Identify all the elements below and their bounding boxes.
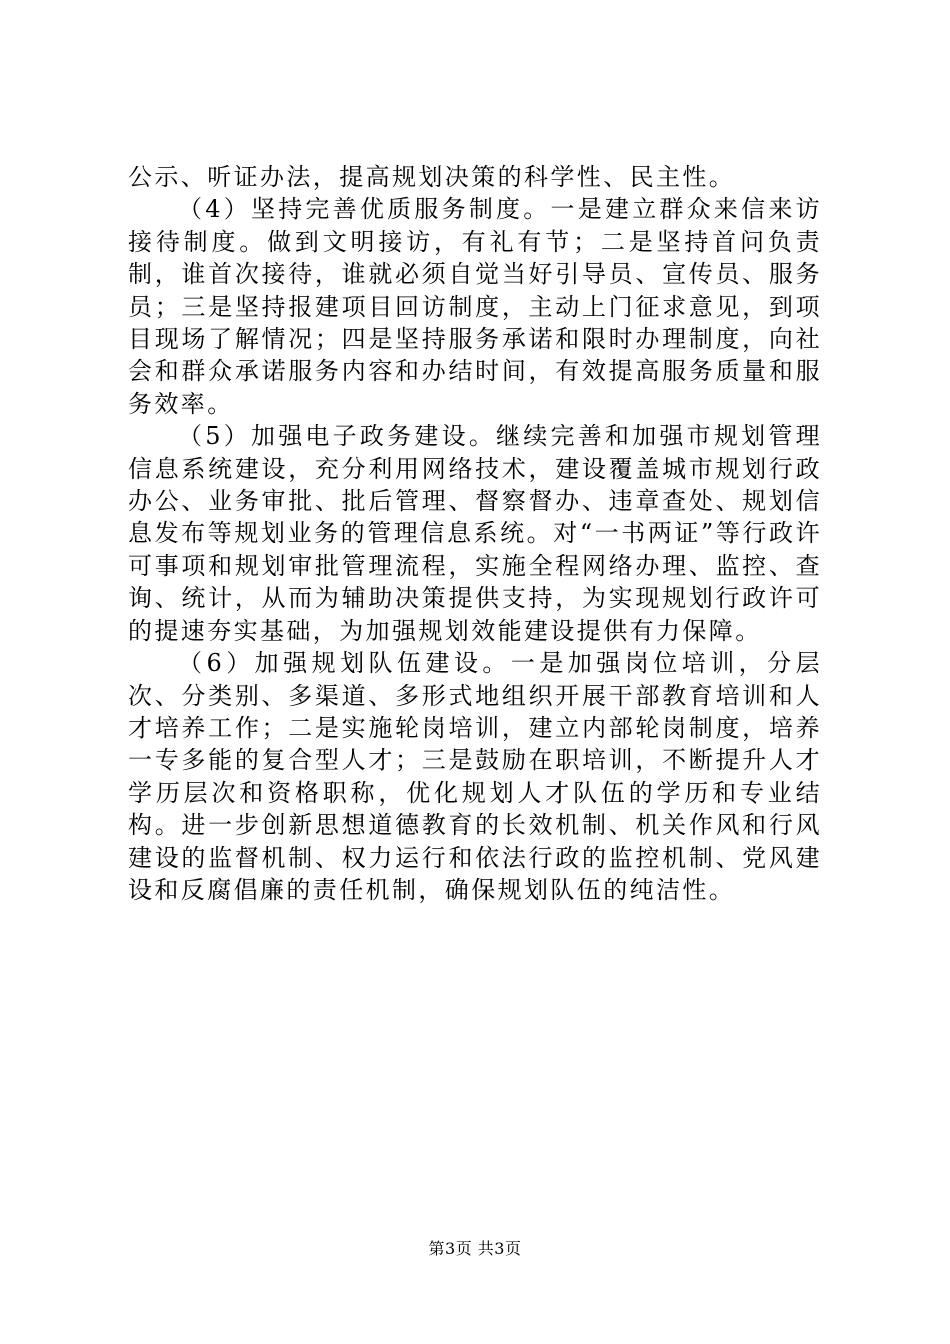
document-body — [128, 161, 822, 906]
paragraph-service-system: （4）坚持完善优质服务制度。一是建立群众来信来访接待制度。做到文明接访，有礼有节；二是坚持首问负责制，谁首次接待，谁就必须自觉当好引导员、宣传员、服务员；三是坚持报建项目回访制度，主动上门征求意见，到项目现场了解情况；四是坚持服务承诺和限时办理制度，向社会和群众承诺服务内容和办结时间，有效提高服务质量和服务效率。 — [128, 195, 822, 418]
paragraph-continuation: 公示、听证办法，提高规划决策的科学性、民主性。 — [128, 163, 736, 191]
paragraph-e-government: （5）加强电子政务建设。继续完善和加强市规划管理信息系统建设，充分利用网络技术，建设覆盖城市规划行政办公、业务审批、批后管理、督察督办、违章查处、规划信息发布等规划业务的管理信息系统。对“一书两证”等行政许可事项和规划审批管理流程，实施全程网络办理、监控、查询、统计，从而为辅助决策提供支持，为实现规划行政许可的提速夯实基础，为加强规划效能建设提供有力保障。 — [128, 422, 822, 645]
paragraph-team-building: （6）加强规划队伍建设。一是加强岗位培训，分层次、分类别、多渠道、多形式地组织开展干部教育培训和人才培养工作；二是实施轮岗培训，建立内部轮岗制度，培养一专多能的复合型人才；三是鼓励在职培训，不断提升人才学历层次和资格职称，优化规划人才队伍的学历和专业结构。进一步创新思想道德教育的长效机制、机关作风和行风建设的监督机制、权力运行和依法行政的监控机制、党风建设和反腐倡廉的责任机制，确保规划队伍的纯洁性。 — [128, 649, 822, 904]
page-footer — [0, 1238, 950, 1260]
page-number-label: 第3页 共3页 — [428, 1239, 522, 1258]
